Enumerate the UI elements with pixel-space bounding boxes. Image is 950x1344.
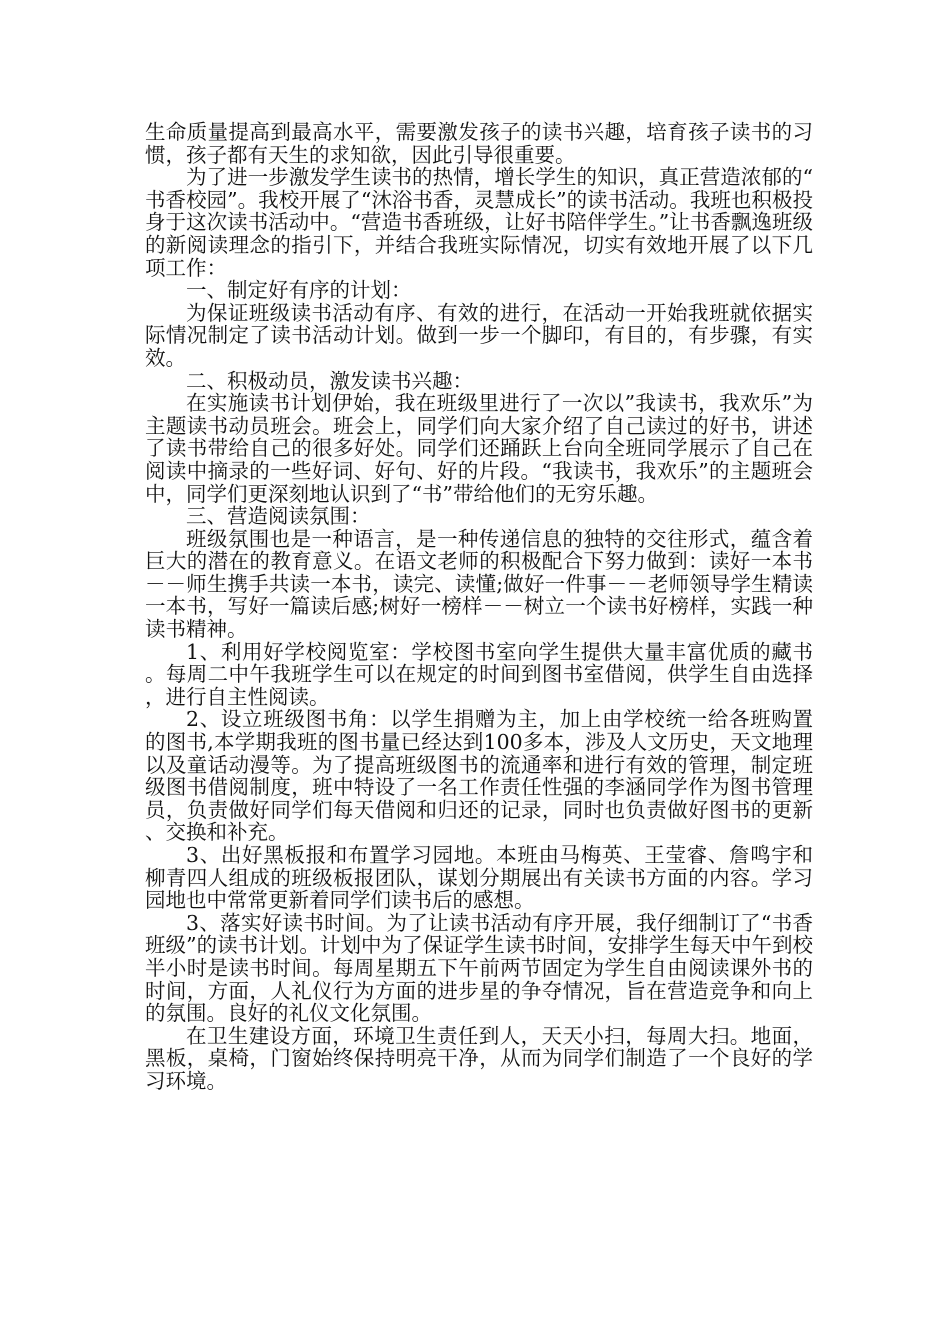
list-item-3: 3、出好黑板报和布置学习园地。本班由马梅英、王莹睿、詹鸣宇和柳青四人组成的班级板报团队，谋划分期展出有关读书方面的内容。学习园地也中常常更新着同学们读书后的感想。	[145, 843, 813, 913]
paragraph-1: 生命质量提高到最高水平，需要激发孩子的读书兴趣，培育孩子读书的习惯，孩子都有天生的求知欲，因此引导很重要。	[145, 120, 813, 167]
section-heading-2: 二、积极动员，激发读书兴趣：	[186, 368, 473, 393]
section-heading-3: 三、营造阅读氛围：	[186, 504, 371, 529]
paragraph-5: 班级氛围也是一种语言，是一种传递信息的独特的交往形式，蕴含着巨大的潜在的教育意义。在语文老师的积极配合下努力做到：读好一本书－－师生携手共读一本书，读完、读懂;做好一件事－－老师领导学生精读一本书，写好一篇读后感;树好一榜样－－树立一个读书好榜样，实践一种读书精神。	[145, 526, 813, 642]
list-item-4: 3、落实好读书时间。为了让读书活动有序开展，我仔细制订了“书香班级”的读书计划。计划中为了保证学生读书时间，安排学生每天中午到校半小时是读书时间。每周星期五下午前两节固定为学生自由阅读课外书的时间，方面，人礼仪行为方面的进步星的争夺情况，旨在营造竞争和向上的氛围。良好的礼仪文化氛围。	[145, 910, 813, 1026]
list-item-1: 1、利用好学校阅览室：学校图书室向学生提供大量丰富优质的藏书。每周二中午我班学生可以在规定的时间到图书室借阅，供学生自由选择，进行自主性阅读。	[145, 639, 813, 709]
paragraph-4: 在实施读书计划伊始，我在班级里进行了一次以”我读书，我欢乐”为主题读书动员班会。班会上，同学们向大家介绍了自己读过的好书，讲述了读书带给自己的很多好处。同学们还踊跃上台向全班同学展示了自己在阅读中摘录的一些好词、好句、好的片段。“我读书，我欢乐”的主题班会中，同学们更深刻地认识到了“书”带给他们的无穷乐趣。	[145, 391, 813, 506]
paragraph-6: 在卫生建设方面，环境卫生责任到人，天天小扫，每周大扫。地面，黑板，桌椅，门窗始终保持明亮干净，从而为同学们制造了一个良好的学习环境。	[145, 1023, 813, 1093]
paragraph-2: 为了进一步激发学生读书的热情，增长学生的知识，真正营造浓郁的“书香校园”。我校开展了“沐浴书香，灵慧成长”的读书活动。我班也积极投身于这次读书活动中。“营造书香班级，让好书陪伴学生。”让书香飘逸班级的新阅读理念的指引下，并结合我班实际情况，切实有效地开展了以下几项工作：	[145, 165, 813, 280]
list-item-2: 2、设立班级图书角：以学生捐赠为主，加上由学校统一给各班购置的图书,本学期我班的图书量已经达到100多本，涉及人文历史，天文地理以及童话动漫等。为了提高班级图书的流通率和进行有效的管理，制定班级图书借阅制度，班中特设了一名工作责任性强的李涵同学作为图书管理员，负责做好同学们每天借阅和归还的记录，同时也负责做好图书的更新、交换和补充。	[145, 707, 813, 845]
document-body	[145, 121, 813, 1093]
paragraph-3: 为保证班级读书活动有序、有效的进行，在活动一开始我班就依据实际情况制定了读书活动计划。做到一步一个脚印，有目的，有步骤，有实效。	[145, 300, 813, 370]
section-heading-1: 一、制定好有序的计划：	[186, 278, 412, 303]
